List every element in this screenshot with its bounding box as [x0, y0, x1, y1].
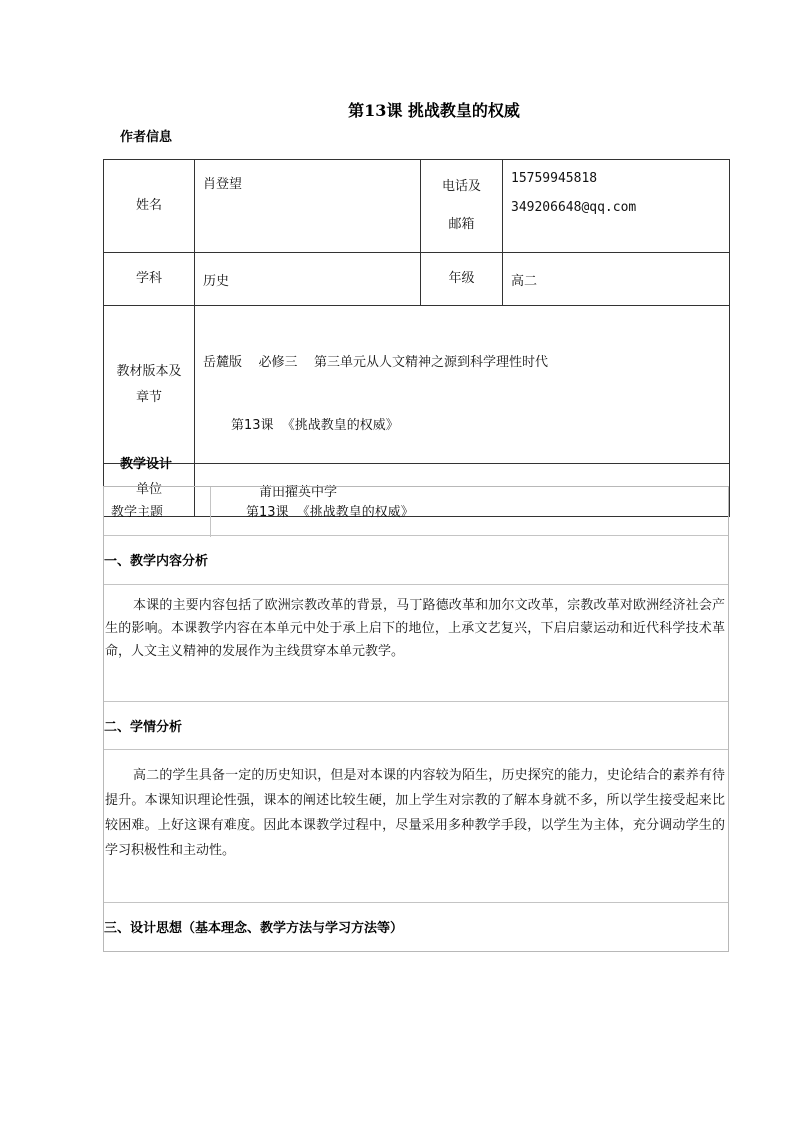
grade-value: 高二 [503, 253, 730, 306]
name-label: 姓名 [104, 160, 195, 253]
theme-row [104, 487, 728, 536]
textbook-line1: 岳麓版 必修三 第三单元从人文精神之源到科学理性时代 [203, 355, 549, 370]
design-section-label: 教学设计 [120, 457, 173, 472]
theme-label: 教学主题 [111, 505, 164, 520]
content-heading-row [104, 536, 728, 585]
textbook-row [104, 306, 730, 464]
phone-value: 15759945818 [511, 171, 598, 186]
content-analysis-text: 本课的主要内容包括了欧洲宗教改革的背景，马丁路德改革和加尔文改革，宗教改革对欧洲经济社会产生的影响。本课教学内容在本单元中处于承上启下的地位，上承文艺复兴，下启启蒙运动和近代科学技术革命，人文主义精神的发展作为主线贯穿本单元教学。 [105, 598, 725, 659]
textbook-value [195, 306, 730, 464]
textbook-line2: 第13课 《挑战教皇的权威》 [231, 418, 399, 433]
content-analysis-heading: 一、教学内容分析 [104, 554, 209, 569]
textbook-label-line2: 章节 [135, 389, 162, 405]
student-analysis-heading: 二、学情分析 [104, 720, 183, 735]
design-heading-row [104, 903, 728, 950]
contact-value [503, 160, 730, 253]
textbook-label-line1: 教材版本及 [116, 363, 182, 379]
contact-label-line2: 邮箱 [448, 217, 475, 232]
subject-value: 历史 [195, 253, 421, 306]
textbook-label [104, 306, 195, 464]
contact-label [421, 160, 503, 253]
student-text-row [104, 750, 728, 903]
design-thinking-heading: 三、设计思想（基本理念、教学方法与学习方法等） [104, 921, 404, 936]
name-value: 肖登望 [195, 160, 421, 253]
page-title: 第13课 挑战教皇的权威 [348, 101, 520, 120]
column-divider [210, 487, 211, 537]
student-analysis-text: 高二的学生具备一定的历史知识，但是对本课的内容较为陌生，历史探究的能力，史论结合的素养有待提升。本课知识理论性强，课本的阐述比较生硬，加上学生对宗教的了解本身就不多，所以学生接受起来比较困难。上好这课有难度。因此本课教学过程中，尽量采用多种教学手段，以学生为主体，充分调动学生的学习积极性和主动性。 [105, 768, 725, 858]
contact-label-line1: 电话及 [441, 179, 481, 194]
name-contact-row [104, 160, 730, 253]
unit-label: 单位 [104, 464, 195, 517]
email-value: 349206648@qq.com [511, 200, 637, 215]
theme-value: 第13课 《挑战教皇的权威》 [246, 505, 414, 520]
author-info-table [103, 159, 730, 517]
grade-label: 年级 [421, 253, 503, 306]
subject-label: 学科 [104, 253, 195, 306]
student-heading-row [104, 702, 728, 750]
content-text-row [104, 585, 728, 702]
teaching-design-table [103, 486, 729, 952]
subject-grade-row [104, 253, 730, 306]
unit-value: 莆田擢英中学 [195, 464, 730, 517]
author-section-label: 作者信息 [120, 130, 173, 145]
